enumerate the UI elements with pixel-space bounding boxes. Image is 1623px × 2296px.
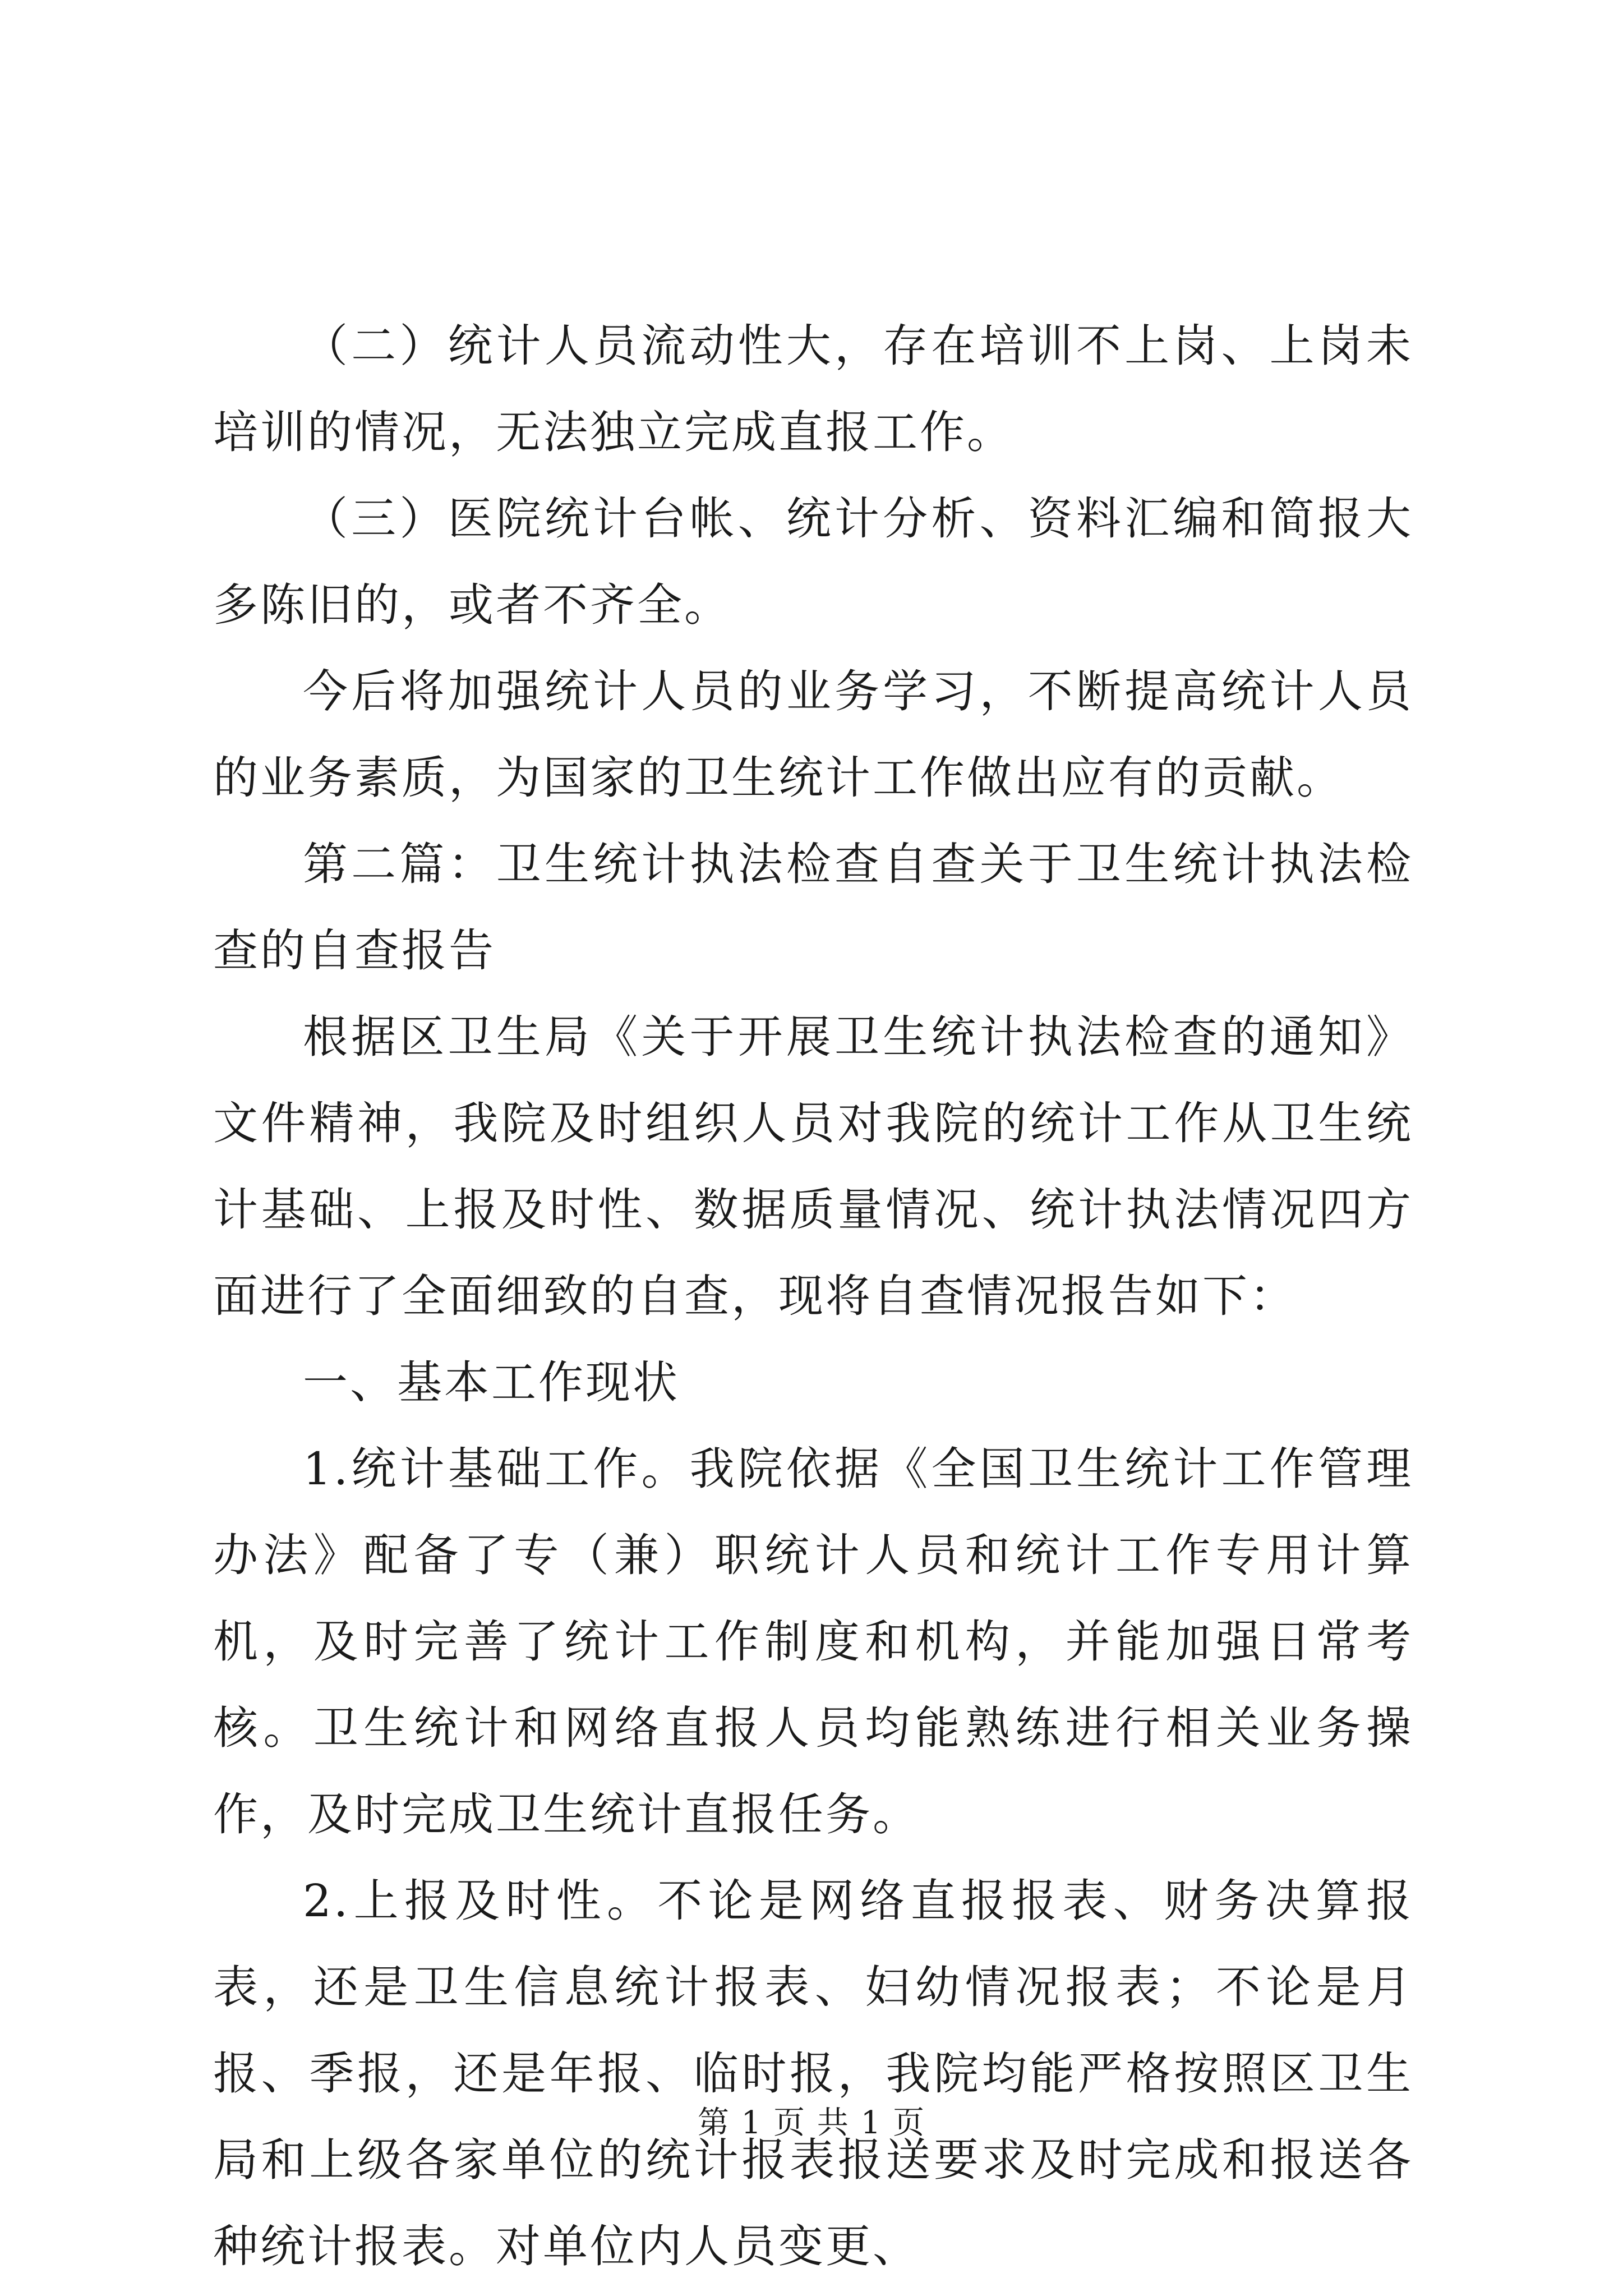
paragraph-item-1: 1.统计基础工作。我院依据《全国卫生统计工作管理办法》配备了专（兼）职统计人员和统计工作专用计算机，及时完善了统计工作制度和机构，并能加强日常考核。卫生统计和网络直报人员均能熟练进行相关业务操作，及时完成卫生统计直报任务。 (213, 1443, 1413, 1841)
page-number: 第 1 页 共 1 页 (697, 2105, 926, 2141)
paragraph-section-3: （三）医院统计台帐、统计分析、资料汇编和简报大多陈旧的，或者不齐全。 (213, 493, 1413, 631)
paragraph-section-2: （二）统计人员流动性大，存在培训不上岗、上岗未培训的情况，无法独立完成直报工作。 (213, 320, 1413, 458)
paragraph-heading-basic-status: 一、基本工作现状 (303, 1356, 680, 1409)
paragraph-introduction: 根据区卫生局《关于开展卫生统计执法检查的通知》文件精神，我院及时组织人员对我院的统计工作从卫生统计基础、上报及时性、数据质量情况、统计执法情况四方面进行了全面细致的自查，现将自查情况报告如下： (213, 1011, 1413, 1322)
paragraph-item-2: 2.上报及时性。不论是网络直报报表、财务决算报表，还是卫生信息统计报表、妇幼情况报表；不论是月报、季报，还是年报、临时报，我院均能严格按照区卫生局和上级各家单位的统计报表报送要求及时完成和报送各种统计报表。对单位内人员变更、 (213, 1875, 1413, 2272)
paragraph-chapter-title: 第二篇：卫生统计执法检查自查关于卫生统计执法检查的自查报告 (213, 838, 1413, 977)
document-body (213, 303, 1413, 2290)
page-footer (0, 2098, 1623, 2143)
paragraph-future-plan: 今后将加强统计人员的业务学习，不断提高统计人员的业务素质，为国家的卫生统计工作做出应有的贡献。 (213, 665, 1413, 804)
